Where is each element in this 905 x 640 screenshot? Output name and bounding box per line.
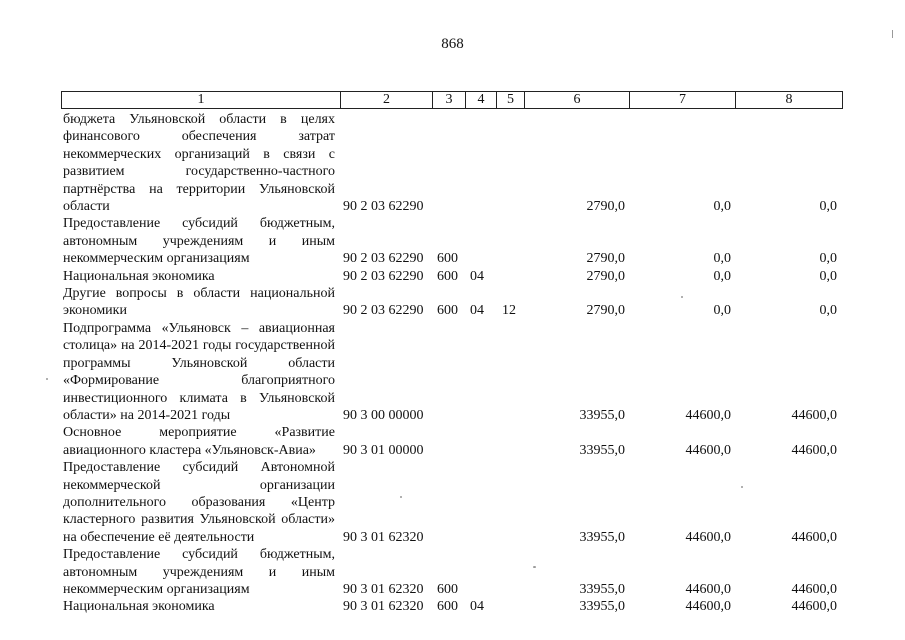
amount-col-8: 44600,0 [791,407,837,423]
amount-col-8: 44600,0 [791,442,837,458]
table-row [61,546,842,598]
page-number: 868 [441,36,464,52]
table-row [61,598,842,615]
amount-col-6: 33955,0 [579,407,625,423]
amount-col-7: 44600,0 [685,442,731,458]
scan-speck [681,296,683,298]
row-description: Предоставление субсидий бюджетным, автономным учреждениям и иным некоммерческим организациям [63,216,335,267]
row-description: Подпрограмма «Ульяновск – авиационная столица» на 2014-2021 годы государственной программы Ульяновской области «Формирование благоприятного инвестиционного климата в Ульяновской области» на 2014-2021 годы [63,320,335,423]
header-col-1: 1 [62,92,341,109]
expense-type: 600 [437,268,458,284]
section: 04 [470,303,484,319]
header-col-7: 7 [630,92,736,109]
amount-col-7: 0,0 [713,268,731,284]
table-row [61,285,842,320]
amount-col-6: 2790,0 [586,199,625,215]
header-col-8: 8 [736,92,843,109]
row-description: Национальная экономика [63,268,215,284]
amount-col-7: 0,0 [713,199,731,215]
header-col-6: 6 [525,92,630,109]
amount-col-6: 2790,0 [586,251,625,267]
table-row [61,459,842,546]
target-article-code: 90 2 03 62290 [343,199,424,215]
amount-col-7: 0,0 [713,251,731,267]
target-article-code: 90 3 01 00000 [343,442,424,458]
row-description: Основное мероприятие «Развитие авиационного кластера «Ульяновск-Авиа» [63,425,335,458]
header-col-4: 4 [466,92,497,109]
target-article-code: 90 3 01 62320 [343,529,424,545]
row-description: Предоставление субсидий Автономной некоммерческой организации дополнительного образования «Центр кластерного развития Ульяновской области» на обеспечение её деятельности [63,460,335,545]
target-article-code: 90 3 01 62320 [343,581,424,597]
scan-speck [46,378,48,380]
target-article-code: 90 2 03 62290 [343,303,424,319]
expense-type: 600 [437,581,458,597]
target-article-code: 90 2 03 62290 [343,251,424,267]
amount-col-6: 2790,0 [586,268,625,284]
table-row [61,268,842,285]
section: 04 [470,599,484,615]
header-col-3: 3 [433,92,466,109]
amount-col-8: 0,0 [819,199,837,215]
amount-col-7: 44600,0 [685,581,731,597]
row-description: Национальная экономика [63,599,215,615]
header-row [62,92,843,109]
scan-speck [533,566,536,568]
row-description: бюджета Ульяновской области в целях финансового обеспечения затрат некоммерческих организаций в связи с развитием государственно-частного партнёрства на территории Ульяновской области [63,112,335,215]
scan-speck [741,486,743,488]
amount-col-8: 44600,0 [791,599,837,615]
table-row [61,424,842,459]
column-number-header [61,91,843,109]
table-row [61,320,842,424]
amount-col-8: 0,0 [819,251,837,267]
amount-col-8: 0,0 [819,268,837,284]
header-col-5: 5 [497,92,525,109]
expense-type: 600 [437,303,458,319]
row-description: Предоставление субсидий бюджетным, автономным учреждениям и иным некоммерческим организациям [63,547,335,597]
amount-col-7: 44600,0 [685,407,731,423]
amount-col-6: 33955,0 [579,442,625,458]
table-row [61,215,842,267]
table-row [61,111,842,215]
amount-col-7: 44600,0 [685,599,731,615]
row-description: Другие вопросы в области национальной экономики [63,286,335,319]
amount-col-8: 44600,0 [791,529,837,545]
amount-col-7: 44600,0 [685,529,731,545]
budget-table-body [61,111,842,616]
section: 04 [470,268,484,284]
target-article-code: 90 2 03 62290 [343,268,424,284]
amount-col-7: 0,0 [713,303,731,319]
amount-col-6: 2790,0 [586,303,625,319]
amount-col-6: 33955,0 [579,599,625,615]
target-article-code: 90 3 00 00000 [343,407,424,423]
amount-col-6: 33955,0 [579,529,625,545]
scan-speck [400,496,402,498]
amount-col-6: 33955,0 [579,581,625,597]
amount-col-8: 44600,0 [791,581,837,597]
scan-speck [892,30,893,38]
amount-col-8: 0,0 [819,303,837,319]
expense-type: 600 [437,599,458,615]
header-col-2: 2 [341,92,433,109]
subsection: 12 [502,303,516,319]
target-article-code: 90 3 01 62320 [343,599,424,615]
expense-type: 600 [437,251,458,267]
